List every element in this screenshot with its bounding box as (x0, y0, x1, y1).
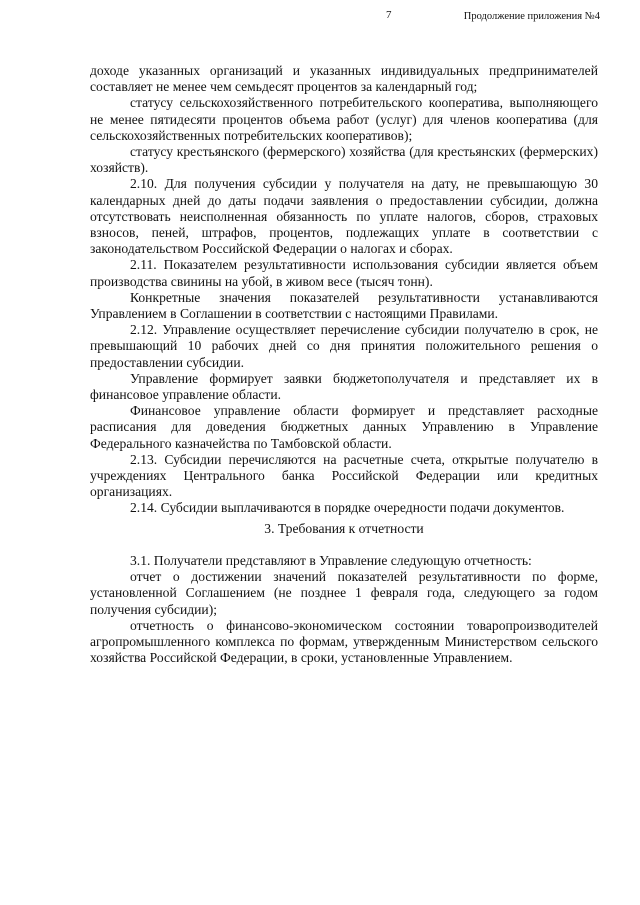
paragraph-financial-report: отчетность о финансово-экономическом состоянии товаропроизводителей агропромышленного комплекса по формам, утвержденным Министерством сельского хозяйства Российской Федерации, в сроки, установленные Управлением. (90, 617, 598, 666)
paragraph-3-1: 3.1. Получатели представляют в Управление следующую отчетность: (130, 552, 532, 568)
paragraph-2-11: 2.11. Показателем результативности использования субсидии является объем производства свинины на убой, в живом весе (тысяч тонн). (90, 257, 598, 289)
paragraph-2-13: 2.13. Субсидии перечисляются на расчетные счета, открытые получателю в учреждениях Центрального банка Российской Федерации или кредитных организациях. (90, 451, 598, 500)
page-number: 7 (386, 9, 392, 21)
paragraph-2-12: 2.12. Управление осуществляет перечисление субсидии получателю в срок, не превышающий 10 рабочих дней со дня принятия положительного решения о предоставлении субсидии. (90, 322, 598, 370)
paragraph-budget-requests: Управление формирует заявки бюджетополучателя и представляет их в финансовое управление области. (90, 370, 598, 403)
paragraph-income-share: доходе указанных организаций и указанных индивидуальных предпринимателей составляет не менее чем семьдесят процентов за календарный год; (90, 63, 598, 95)
paragraph-2-14: 2.14. Субсидии выплачиваются в порядке очередности подачи документов. (130, 500, 565, 516)
paragraph-farm-status: статусу крестьянского (фермерского) хозяйства (для крестьянских (фермерских) хозяйств). (90, 144, 598, 176)
section-heading-reporting: 3. Требования к отчетности (264, 520, 424, 536)
paragraph-finance-department: Финансовое управление области формирует и представляет расходные расписания для доведения бюджетных данных Управлению в Управление Федерального казначейства по Тамбовской области. (90, 403, 598, 451)
document-body (90, 63, 598, 666)
paragraph-cooperative-status: статусу сельскохозяйственного потребительского кооператива, выполняющего не менее пятидесяти процентов объема работ (услуг) для членов кооператива (для сельскохозяйственных потребительских кооперативов); (90, 95, 598, 143)
appendix-continuation-label: Продолжение приложения №4 (463, 11, 600, 22)
paragraph-2-10: 2.10. Для получения субсидии у получателя на дату, не превышающую 30 календарных дней до даты подачи заявления о предоставлении субсидии, должна отсутствовать неисполненная обязанность по уплате налогов, сборов, страховых взносов, пеней, штрафов, процентов, подлежащих уплате в соответствии с законодательством Российской Федерации о налогах и сборах. (90, 176, 598, 257)
paragraph-performance-report: отчет о достижении значений показателей результативности по форме, установленной Соглашением (не позднее 1 февраля года, следующего за годом получения субсидии); (90, 569, 598, 617)
paragraph-indicator-values: Конкретные значения показателей результативности устанавливаются Управлением в Соглашении в соответствии с настоящими Правилами. (90, 289, 598, 322)
